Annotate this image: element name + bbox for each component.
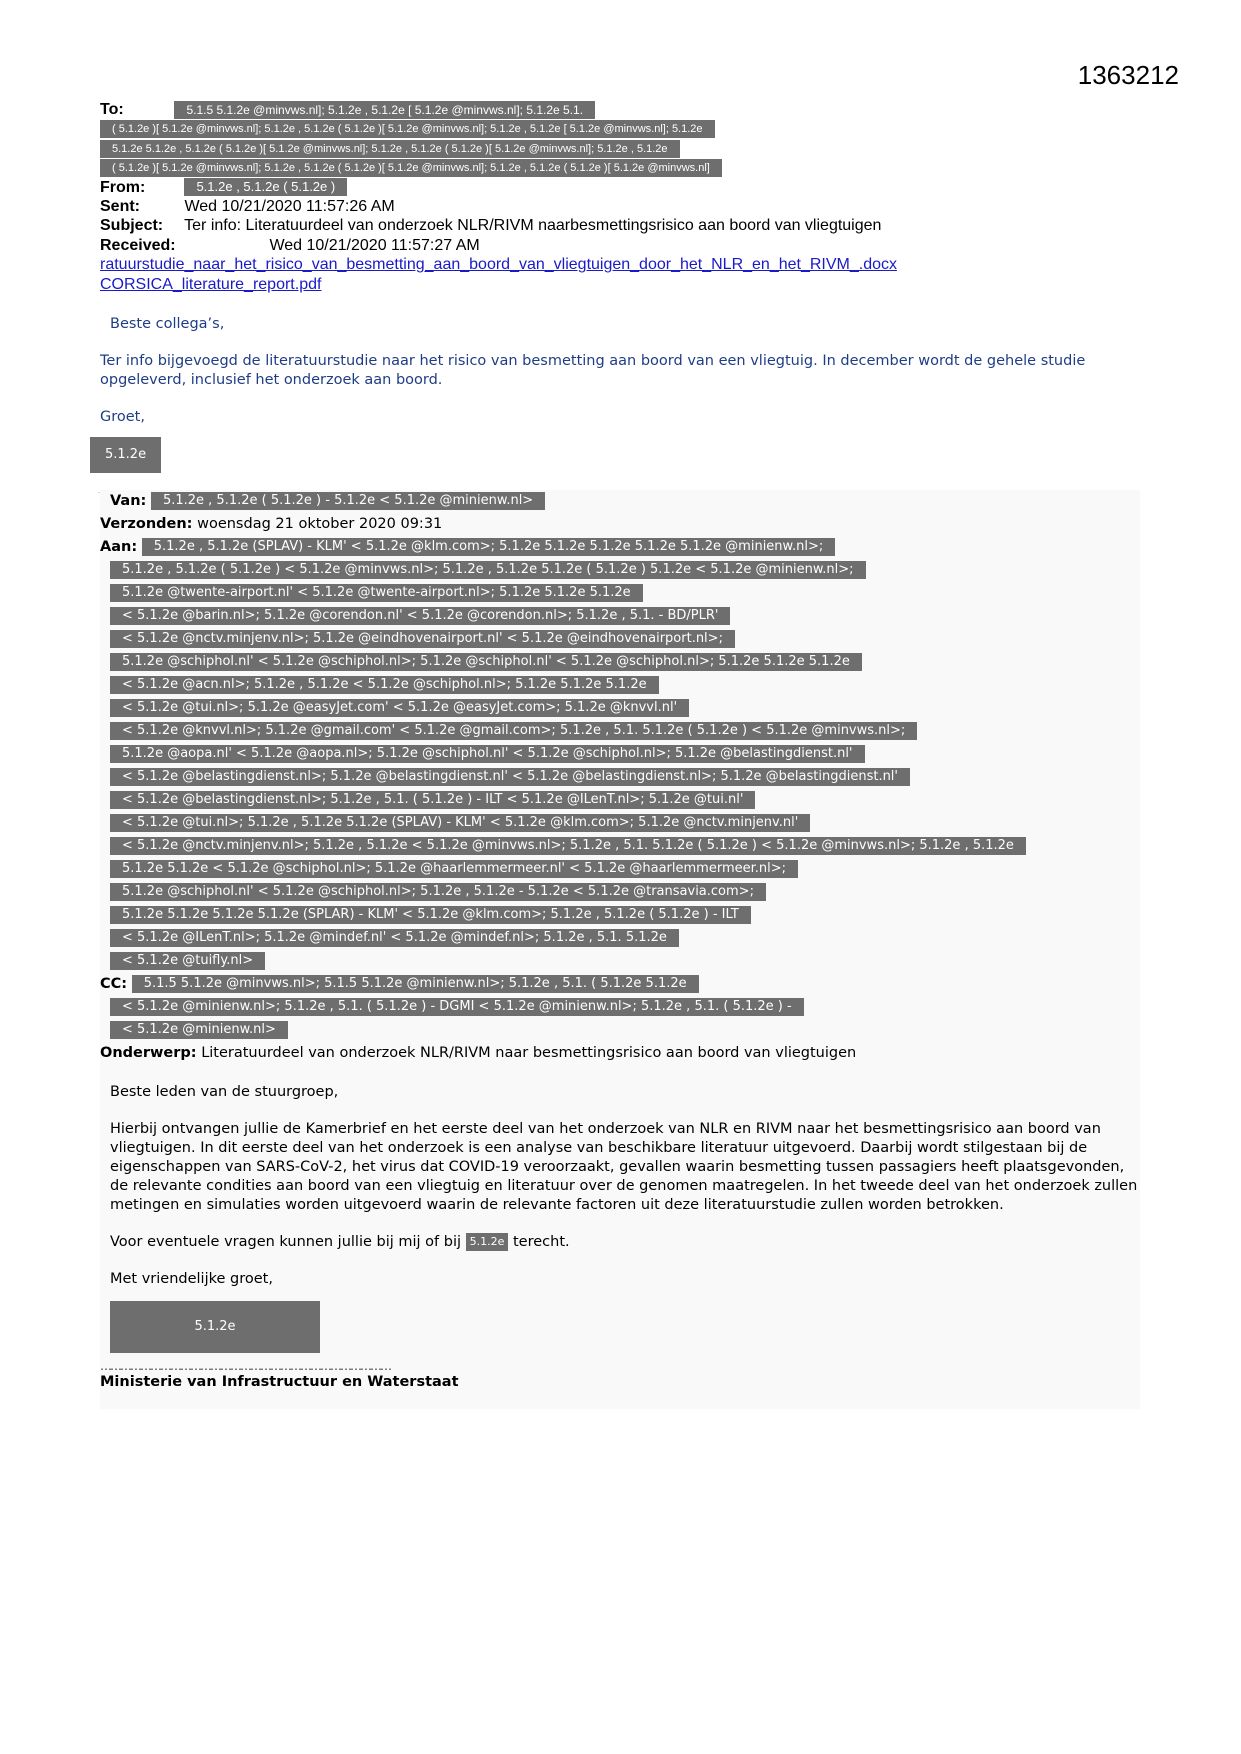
outer-email-body: [100, 315, 1120, 473]
redaction: < 5.1.2e @tui.nl>; 5.1.2e , 5.1.2e 5.1.2e (SPLAV) - KLM' < 5.1.2e @klm.com>; 5.1.2e @nctv.minjenv.nl': [110, 814, 810, 832]
redaction: < 5.1.2e @belastingdienst.nl>; 5.1.2e , 5.1. ( 5.1.2e ) - ILT < 5.1.2e @ILenT.nl>; 5.1.2e @tui.nl': [110, 791, 755, 809]
to-line: [100, 139, 1140, 158]
redaction: 5.1.2e 5.1.2e 5.1.2e 5.1.2e (SPLAR) - KLM' < 5.1.2e @klm.com>; 5.1.2e , 5.1.2e ( 5.1.2e ) - ILT: [110, 906, 751, 924]
redaction: 5.1.2e: [466, 1233, 509, 1251]
recipient-line: [110, 651, 1140, 674]
onderwerp-value: Literatuurdeel van onderzoek NLR/RIVM naar besmettingsrisico aan boord van vliegtuigen: [201, 1045, 857, 1061]
redaction: < 5.1.2e @tui.nl>; 5.1.2e @easyJet.com' < 5.1.2e @easyJet.com>; 5.1.2e @knvvl.nl': [110, 699, 689, 717]
subject-label: Subject:: [100, 217, 164, 235]
sent-value: Wed 10/21/2020 11:57:26 AM: [184, 198, 395, 216]
to-line: [100, 119, 1140, 138]
recipient-line: [110, 881, 1140, 904]
received-label: Received:: [100, 236, 176, 254]
redaction: 5.1.2e: [90, 437, 161, 473]
redaction: < 5.1.2e @minienw.nl>: [110, 1021, 288, 1039]
closing: Met vriendelijke groet,: [110, 1271, 273, 1287]
aan-row: [100, 536, 1140, 559]
body-text: Ter info bijgevoegd de literatuurstudie naar het risico van besmetting aan boord van een vliegtuig. In december wordt de gehele studie opgeleverd, inclusief het onderzoek aan boord.: [100, 353, 1086, 388]
recipient-line: [110, 674, 1140, 697]
recipient-line: [110, 812, 1140, 835]
redaction: 5.1.5 5.1.2e @minvws.nl]; 5.1.2e , 5.1.2e [ 5.1.2e @minvws.nl]; 5.1.2e 5.1.: [174, 101, 595, 119]
from-label: From:: [100, 178, 146, 196]
recipient-line: [110, 766, 1140, 789]
recipient-line: [110, 1019, 1140, 1042]
redaction: ( 5.1.2e )[ 5.1.2e @minvws.nl]; 5.1.2e , 5.1.2e ( 5.1.2e )[ 5.1.2e @minvws.nl]; 5.1.2e , 5.1.2e ( 5.1.2e )[ 5.1.2e @minvws.nl]: [100, 159, 722, 177]
verzonden-value: woensdag 21 oktober 2020 09:31: [197, 516, 443, 532]
body-text: Hierbij ontvangen jullie de Kamerbrief en het eerste deel van het onderzoek van NLR en RIVM naar het besmettingsrisico aan boord van vliegtuigen. In dit eerste deel van het onderzoek is een analyse van beschikbare literatuur uitgevoerd. Daarbij wordt stilgestaan bij de eigenschappen van SARS-CoV-2, het virus dat COVID-19 veroorzaakt, gevallen waarin besmetting tussen passagiers heeft plaatsgevonden, de relevante condities aan boord van een vliegtuig en literatuur over de genomen maatregelen. In het tweede deel van het onderzoek zullen metingen en simulaties worden uitgevoerd waarin de relevante factoren uit deze literatuurstudie zullen worden betrokken.: [110, 1121, 1138, 1213]
redaction: 5.1.2e @twente-airport.nl' < 5.1.2e @twente-airport.nl>; 5.1.2e 5.1.2e 5.1.2e: [110, 584, 643, 602]
redaction: 5.1.2e @schiphol.nl' < 5.1.2e @schiphol.nl>; 5.1.2e , 5.1.2e - 5.1.2e < 5.1.2e @transavia.com>;: [110, 883, 766, 901]
redaction: 5.1.2e @aopa.nl' < 5.1.2e @aopa.nl>; 5.1.2e @schiphol.nl' < 5.1.2e @schiphol.nl>; 5.1.2e @belastingdienst.nl': [110, 745, 865, 763]
redaction: < 5.1.2e @acn.nl>; 5.1.2e , 5.1.2e < 5.1.2e @schiphol.nl>; 5.1.2e 5.1.2e 5.1.2e: [110, 676, 659, 694]
quoted-email-body: [100, 1083, 1140, 1353]
onderwerp-label: Onderwerp:: [100, 1045, 197, 1061]
ministry-name: Ministerie van Infrastructuur en Waterstaat: [100, 1374, 459, 1390]
dotted-line: ……………………………………………………………………………: [100, 1359, 390, 1373]
received-row: [100, 236, 1140, 255]
to-row: [100, 100, 1140, 119]
cc-recipient-lines: [100, 996, 1140, 1042]
redaction: < 5.1.2e @barin.nl>; 5.1.2e @corendon.nl' < 5.1.2e @corendon.nl>; 5.1.2e , 5.1. - BD/PLR': [110, 607, 730, 625]
quoted-email: [100, 490, 1140, 1409]
recipient-line: [110, 996, 1140, 1019]
recipient-line: [110, 835, 1140, 858]
redaction: < 5.1.2e @knvvl.nl>; 5.1.2e @gmail.com' < 5.1.2e @gmail.com>; 5.1.2e , 5.1. 5.1.2e ( 5.1.2e ) < 5.1.2e @minvws.nl>;: [110, 722, 917, 740]
document-number: 1363212: [1077, 60, 1179, 90]
to-label: To:: [100, 101, 124, 118]
questions-pre: Voor eventuele vragen kunnen jullie bij mij of bij: [110, 1234, 462, 1250]
sent-row: [100, 197, 1140, 216]
redaction: 5.1.2e @schiphol.nl' < 5.1.2e @schiphol.nl>; 5.1.2e @schiphol.nl' < 5.1.2e @schiphol.nl>; 5.1.2e 5.1.2e 5.1.2e: [110, 653, 862, 671]
recipient-line: [110, 697, 1140, 720]
questions-text: [110, 1233, 1140, 1252]
signature: [90, 437, 1120, 473]
van-label: Van:: [110, 493, 147, 509]
attachment-link-pdf[interactable]: CORSICA_literature_report.pdf: [100, 275, 322, 293]
redaction: 5.1.2e: [110, 1301, 320, 1353]
aan-recipient-lines: [100, 559, 1140, 973]
cc-row: [100, 973, 1140, 996]
redaction: < 5.1.2e @belastingdienst.nl>; 5.1.2e @belastingdienst.nl' < 5.1.2e @belastingdienst.nl>; 5.1.2e @belastingdienst.nl': [110, 768, 910, 786]
redaction: 5.1.2e 5.1.2e , 5.1.2e ( 5.1.2e )[ 5.1.2e @minvws.nl]; 5.1.2e , 5.1.2e ( 5.1.2e )[ 5.1.2e @minvws.nl]; 5.1.2e , 5.1.2e: [100, 140, 680, 158]
recipient-line: [110, 720, 1140, 743]
cc-label: CC:: [100, 976, 128, 992]
redaction: 5.1.2e , 5.1.2e ( 5.1.2e ) < 5.1.2e @minvws.nl>; 5.1.2e , 5.1.2e 5.1.2e ( 5.1.2e ) 5.1.2e < 5.1.2e @minienw.nl>;: [110, 561, 866, 579]
sent-label: Sent:: [100, 198, 140, 216]
greeting: Beste leden van de stuurgroep,: [110, 1084, 339, 1100]
redaction: 5.1.2e , 5.1.2e ( 5.1.2e ) - 5.1.2e < 5.1.2e @minienw.nl>: [151, 492, 545, 510]
redaction: 5.1.2e 5.1.2e < 5.1.2e @schiphol.nl>; 5.1.2e @haarlemmermeer.nl' < 5.1.2e @haarlemmermeer.nl>;: [110, 860, 798, 878]
recipient-line: [110, 904, 1140, 927]
redaction: 5.1.5 5.1.2e @minvws.nl>; 5.1.5 5.1.2e @minienw.nl>; 5.1.2e , 5.1. ( 5.1.2e 5.1.2e: [132, 975, 699, 993]
recipient-line: [110, 927, 1140, 950]
redaction: < 5.1.2e @nctv.minjenv.nl>; 5.1.2e @eindhovenairport.nl' < 5.1.2e @eindhovenairport.nl>;: [110, 630, 735, 648]
redaction: < 5.1.2e @nctv.minjenv.nl>; 5.1.2e , 5.1.2e < 5.1.2e @minvws.nl>; 5.1.2e , 5.1. 5.1.2e ( 5.1.2e ) < 5.1.2e @minvws.nl>; 5.1.2e , 5.1.2e: [110, 837, 1026, 855]
recipient-line: [110, 628, 1140, 651]
verzonden-label: Verzonden:: [100, 516, 193, 532]
to-line: [100, 158, 1140, 177]
closing: Groet,: [100, 409, 145, 425]
onderwerp-row: [100, 1042, 1140, 1065]
recipient-line: [110, 605, 1140, 628]
from-row: [100, 178, 1140, 197]
subject-row: [100, 216, 1140, 235]
recipient-line: [110, 789, 1140, 812]
subject-value: Ter info: Literatuurdeel van onderzoek NLR/RIVM naarbesmettingsrisico aan boord van vliegtuigen: [184, 217, 882, 235]
recipient-line: [110, 743, 1140, 766]
redaction: ( 5.1.2e )[ 5.1.2e @minvws.nl]; 5.1.2e , 5.1.2e ( 5.1.2e )[ 5.1.2e @minvws.nl]; 5.1.2e , 5.1.2e [ 5.1.2e @minvws.nl]; 5.1.2e: [100, 120, 715, 138]
signature: [110, 1301, 1140, 1353]
recipient-line: [110, 582, 1140, 605]
redaction: < 5.1.2e @ILenT.nl>; 5.1.2e @mindef.nl' < 5.1.2e @mindef.nl>; 5.1.2e , 5.1. 5.1.2e: [110, 929, 679, 947]
van-row: [100, 490, 1140, 513]
aan-label: Aan:: [100, 539, 138, 555]
attachment-link-docx[interactable]: ratuurstudie_naar_het_risico_van_besmetting_aan_boord_van_vliegtuigen_door_het_NLR_en_het_RIVM_.docx: [100, 256, 897, 274]
greeting: Beste collega’s,: [110, 316, 225, 332]
questions-post: terecht.: [513, 1234, 570, 1250]
received-value: Wed 10/21/2020 11:57:27 AM: [269, 236, 480, 254]
redaction: < 5.1.2e @tuifly.nl>: [110, 952, 265, 970]
recipient-line: [110, 858, 1140, 881]
redaction: 5.1.2e , 5.1.2e ( 5.1.2e ): [184, 178, 347, 196]
recipient-line: [110, 559, 1140, 582]
recipient-line: [110, 950, 1140, 973]
redaction: < 5.1.2e @minienw.nl>; 5.1.2e , 5.1. ( 5.1.2e ) - DGMI < 5.1.2e @minienw.nl>; 5.1.2e , 5.1. ( 5.1.2e ) -: [110, 998, 804, 1016]
verzonden-row: [100, 513, 1140, 536]
outer-email-header: [100, 100, 1140, 294]
redaction: 5.1.2e , 5.1.2e (SPLAV) - KLM' < 5.1.2e @klm.com>; 5.1.2e 5.1.2e 5.1.2e 5.1.2e 5.1.2e @minienw.nl>;: [142, 538, 836, 556]
